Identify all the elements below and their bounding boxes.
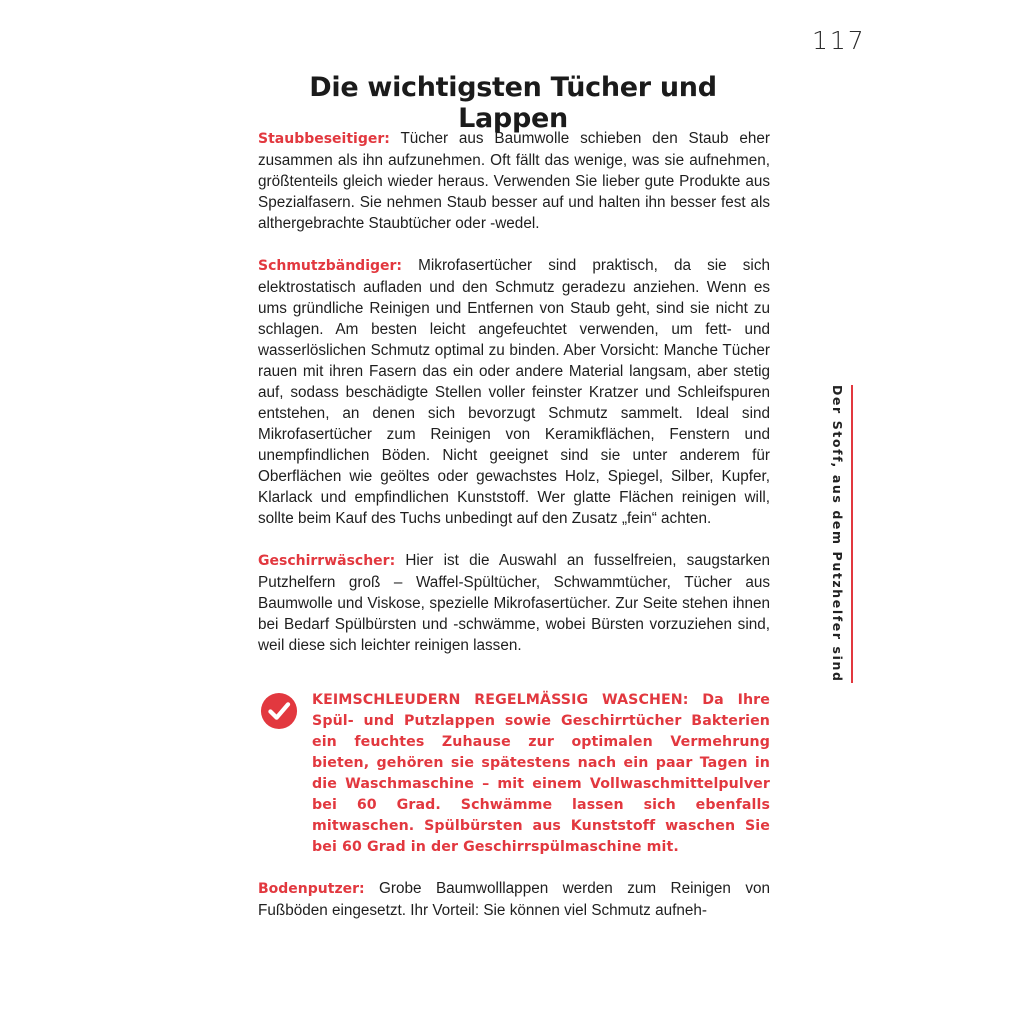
page-number: 117 — [812, 26, 866, 55]
section-bodenputzer — [258, 878, 770, 921]
tip-text: KEIMSCHLEUDERN REGELMÄSSIG WASCHEN: Da Ihre Spül- und Putzlappen sowie Geschirrtücher Bakterien ein feuchtes Zuhause zur optimalen Vermehrung bieten, gehören sie spätestens nach ein paar Tagen in die Waschmaschine – mit einem Vollwaschmittelpulver bei 60 Grad. Schwämme lassen sich ebenfalls mitwaschen. Spülbürsten aus Kunststoff waschen Sie bei 60 Grad in der Geschirrspülmaschine mit. — [312, 692, 770, 855]
tip-box — [258, 690, 770, 858]
section-schmutzbaendiger — [258, 255, 770, 529]
section-text: Hier ist die Auswahl an fusselfreien, saugstarken Putzhelfern groß – Waffel-Spültücher, Schwammtücher, Tücher aus Baumwolle und Viskose, spezielle Mikrofasertücher. Zur Seite stehen ihnen bei Bedarf Spülbürsten und -schwämme, wobei Bürsten vorzuziehen sind, weil diese sich leichter reinigen lassen. — [258, 552, 770, 654]
section-term: Schmutzbändiger: — [258, 258, 403, 274]
section-text: Tücher aus Baumwolle schieben den Staub eher zusammen als ihn aufzunehmen. Oft fällt das wenige, was sie aufnehmen, größtenteils gleich wieder heraus. Verwenden Sie lieber gute Produkte aus Spezialfasern. Sie nehmen Staub besser auf und halten ihn besser fest als althergebrachte Staubtücher oder -wedel. — [258, 130, 770, 232]
section-term: Bodenputzer: — [258, 881, 365, 897]
section-staubbeseitiger — [258, 128, 770, 234]
section-term: Geschirrwäscher: — [258, 553, 396, 569]
section-text: Mikrofasertücher sind praktisch, da sie sich elektrostatisch aufladen und den Schmutz geradezu anziehen. Wenn es ums gründliche Reinigen und Entfernen von Staub geht, sind sie nicht zu schlagen. Am besten leicht angefeuchtet verwenden, um fett- und wasserlöslichen Schmutz optimal zu binden. Aber Vorsicht: Manche Tücher rauen mit ihren Fasern das ein oder andere Material langsam, aber stetig auf, sodass beschädigte Stellen voller feinster Kratzer und Schleifspuren entstehen, an denen sich bevorzugt Schmutz sammelt. Ideal sind Mikrofasertücher zum Reinigen von Keramikflächen, Fenstern und unempfindlichen Böden. Nicht geeignet sind sie unter anderem für Oberflächen wie geöltes oder gewachstes Holz, Spiegel, Silber, Kupfer, Klarlack und empfindlichen Kunststoff. Wer glatte Flächen reinigen will, sollte beim Kauf des Tuchs unbedingt auf den Zusatz „fein“ achten. — [258, 257, 770, 527]
section-geschirrwaescher — [258, 550, 770, 656]
main-content — [258, 128, 770, 942]
section-text: Grobe Baumwolllappen werden zum Reinigen von Fußböden eingesetzt. Ihr Vorteil: Sie können viel Schmutz aufneh- — [258, 880, 771, 919]
section-term: Staubbeseitiger: — [258, 131, 390, 147]
page-title: Die wichtigsten Tücher und Lappen — [309, 72, 717, 134]
check-circle-icon — [260, 692, 298, 730]
chapter-side-label: Der Stoff, aus dem Putzhelfer sind — [830, 385, 853, 683]
